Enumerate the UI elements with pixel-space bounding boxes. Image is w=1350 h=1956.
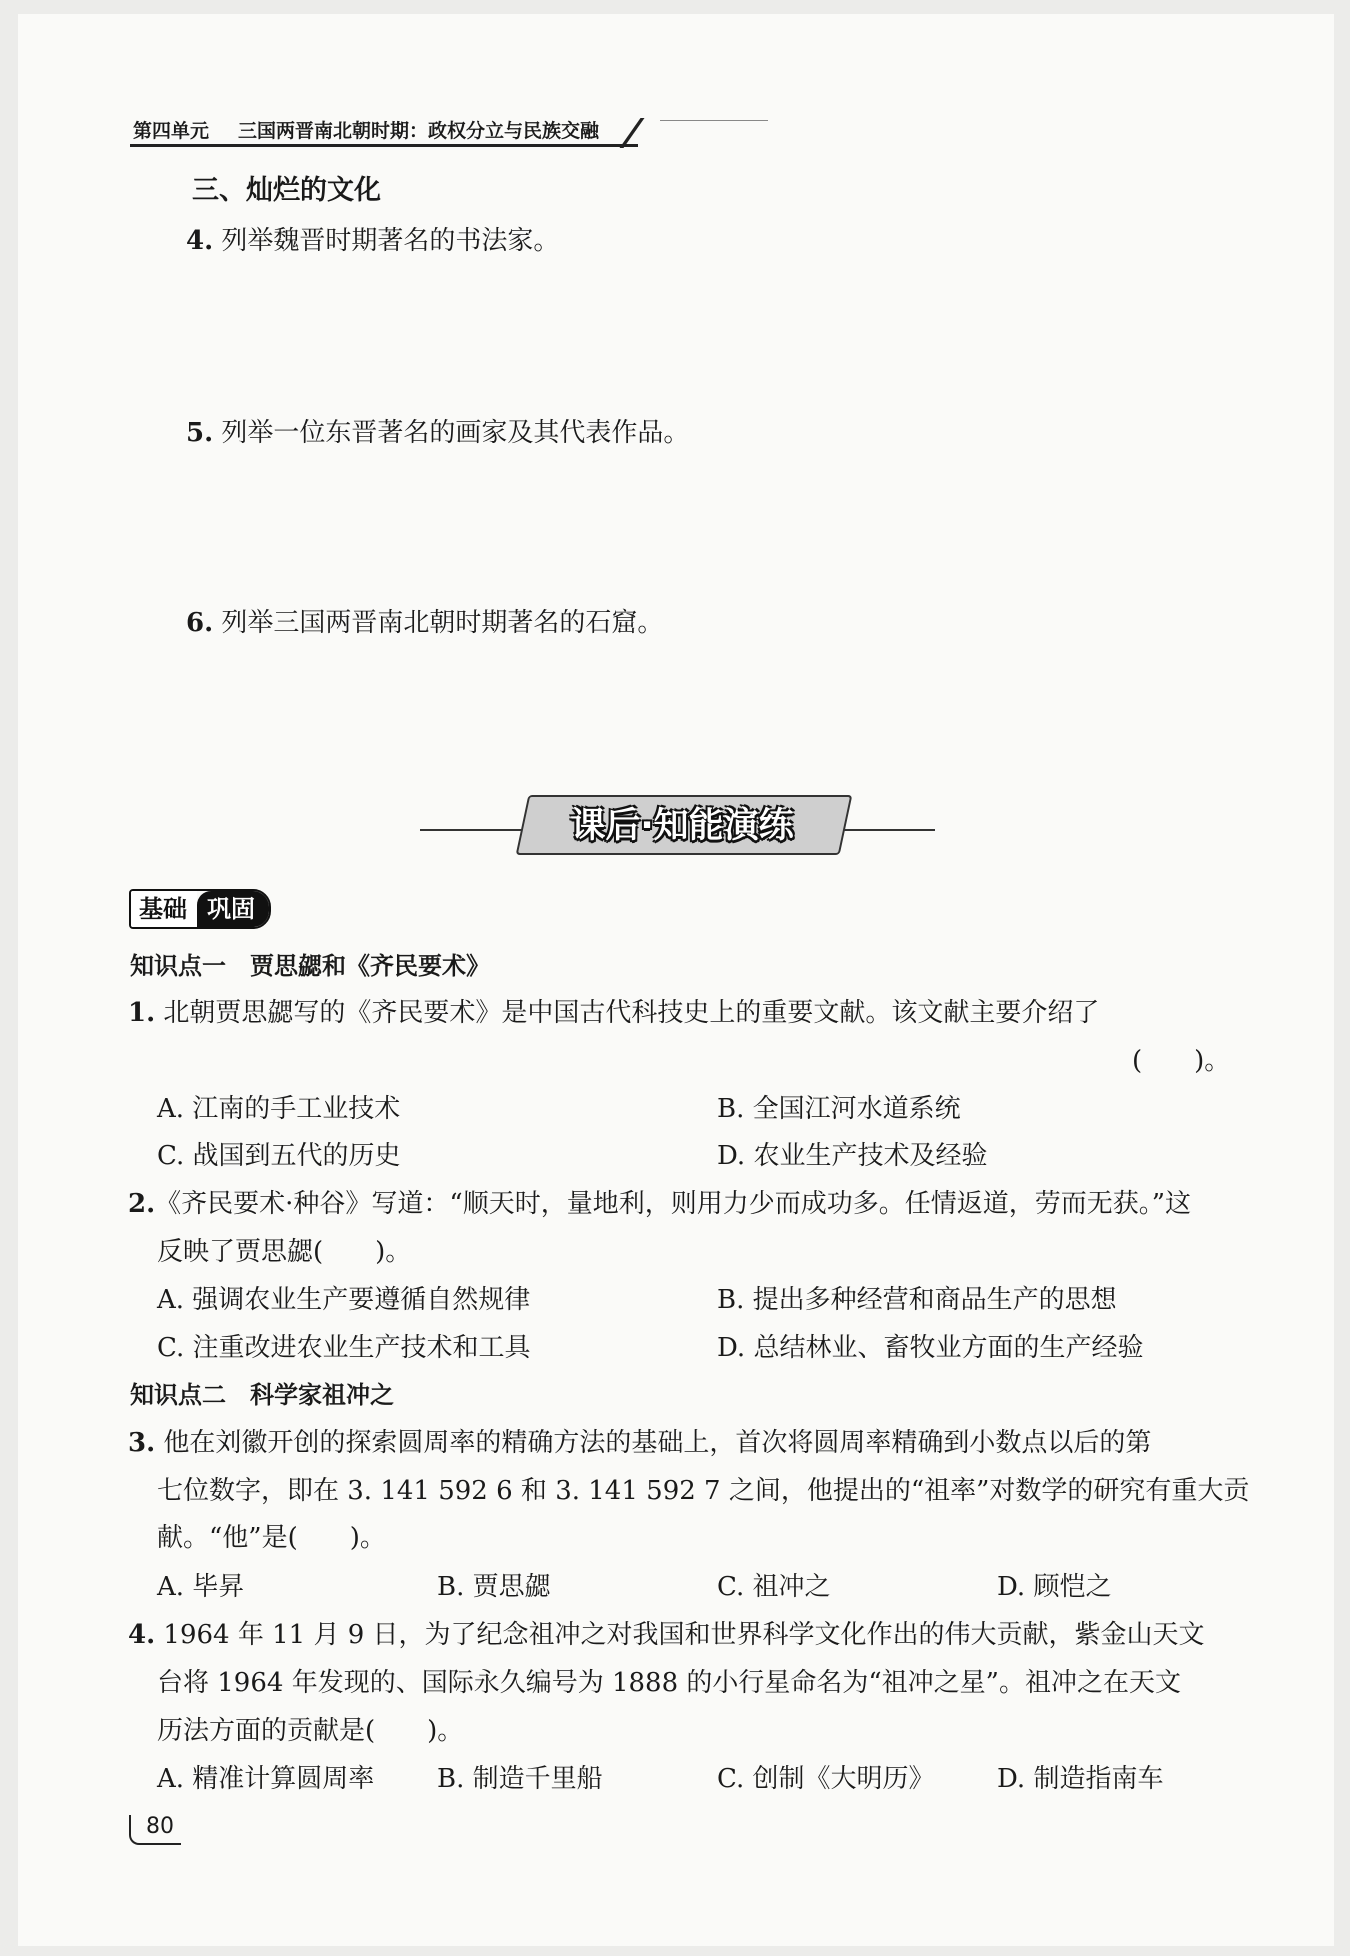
question-number: 6.	[186, 608, 214, 638]
question-text: 《齐民要术·种谷》写道：“顺天时，量地利，则用力少而成功多。任情返道，劳而无获。”这	[155, 1189, 1192, 1219]
question-number: 1.	[128, 998, 156, 1028]
option-d: D. 制造指南车	[997, 1764, 1164, 1794]
question-text-cont: 历法方面的贡献是( )。	[157, 1716, 464, 1746]
banner-title: 课后·知能演练	[570, 806, 794, 846]
option-a: A. 江南的手工业技术	[157, 1094, 401, 1124]
option-d: D. 农业生产技术及经验	[717, 1141, 988, 1171]
question-1	[128, 992, 1099, 1029]
option-c: C. 祖冲之	[717, 1572, 831, 1602]
question-4-choice	[128, 1614, 1205, 1651]
question-3	[128, 1422, 1151, 1459]
question-4	[186, 220, 559, 257]
option-a: A. 精准计算圆周率	[157, 1764, 375, 1794]
option-c: C. 创制《大明历》	[717, 1764, 935, 1794]
header-rule	[130, 144, 638, 147]
question-text-cont: 七位数字，即在 3. 141 592 6 和 3. 141 592 7 之间，他提出的“祖率”对数学的研究有重大贡	[157, 1476, 1250, 1506]
question-5	[186, 412, 689, 449]
banner-rule-right	[835, 829, 935, 831]
question-text: 他在刘徽开创的探索圆周率的精确方法的基础上，首次将圆周率精确到小数点以后的第	[163, 1428, 1152, 1458]
question-text-cont: 反映了贾思勰( )。	[157, 1237, 412, 1267]
question-text: 列举一位东晋著名的画家及其代表作品。	[221, 418, 690, 448]
question-text: 列举魏晋时期著名的书法家。	[221, 226, 560, 256]
question-number: 2.	[128, 1189, 156, 1219]
question-2	[128, 1183, 1191, 1220]
knowledge-point-heading: 知识点一 贾思勰和《齐民要术》	[130, 952, 490, 980]
option-b: B. 制造千里船	[437, 1764, 603, 1794]
question-text: 列举三国两晋南北朝时期著名的石窟。	[221, 608, 664, 638]
header-rule-thin	[660, 120, 768, 121]
question-number: 3.	[128, 1428, 156, 1458]
option-b: B. 提出多种经营和商品生产的思想	[717, 1285, 1117, 1315]
option-c: C. 战国到五代的历史	[157, 1141, 401, 1171]
unit-title: 三国两晋南北朝时期：政权分立与民族交融	[238, 120, 600, 142]
option-b: B. 贾思勰	[437, 1572, 551, 1602]
question-text-cont: 台将 1964 年发现的、国际永久编号为 1888 的小行星命名为“祖冲之星”。祖冲之在天文	[157, 1668, 1181, 1698]
question-number: 4.	[128, 1620, 156, 1650]
option-a: A. 强调农业生产要遵循自然规律	[157, 1285, 531, 1315]
question-6	[186, 602, 663, 639]
badge-right: 巩固	[197, 891, 269, 927]
level-badge	[129, 889, 271, 929]
page-number: 80	[146, 1814, 174, 1839]
banner-rule-left	[420, 829, 530, 831]
badge-left: 基础	[131, 891, 197, 927]
option-d: D. 总结林业、畜牧业方面的生产经验	[717, 1333, 1144, 1363]
option-d: D. 顾恺之	[997, 1572, 1112, 1602]
question-text-cont: 献。“他”是( )。	[157, 1523, 386, 1553]
question-text: 1964 年 11 月 9 日，为了纪念祖冲之对我国和世界科学文化作出的伟大贡献，紫金山天文	[163, 1620, 1205, 1650]
option-c: C. 注重改进农业生产技术和工具	[157, 1333, 531, 1363]
question-number: 5.	[186, 418, 214, 448]
option-a: A. 毕昇	[157, 1572, 245, 1602]
option-b: B. 全国江河水道系统	[717, 1094, 961, 1124]
answer-blank: ( )。	[1132, 1046, 1231, 1076]
question-number: 4.	[186, 226, 214, 256]
unit-label: 第四单元	[133, 120, 210, 142]
knowledge-point-heading: 知识点二 科学家祖冲之	[130, 1381, 394, 1409]
section-title: 三、灿烂的文化	[192, 175, 381, 206]
question-text: 北朝贾思勰写的《齐民要术》是中国古代科技史上的重要文献。该文献主要介绍了	[163, 998, 1100, 1028]
